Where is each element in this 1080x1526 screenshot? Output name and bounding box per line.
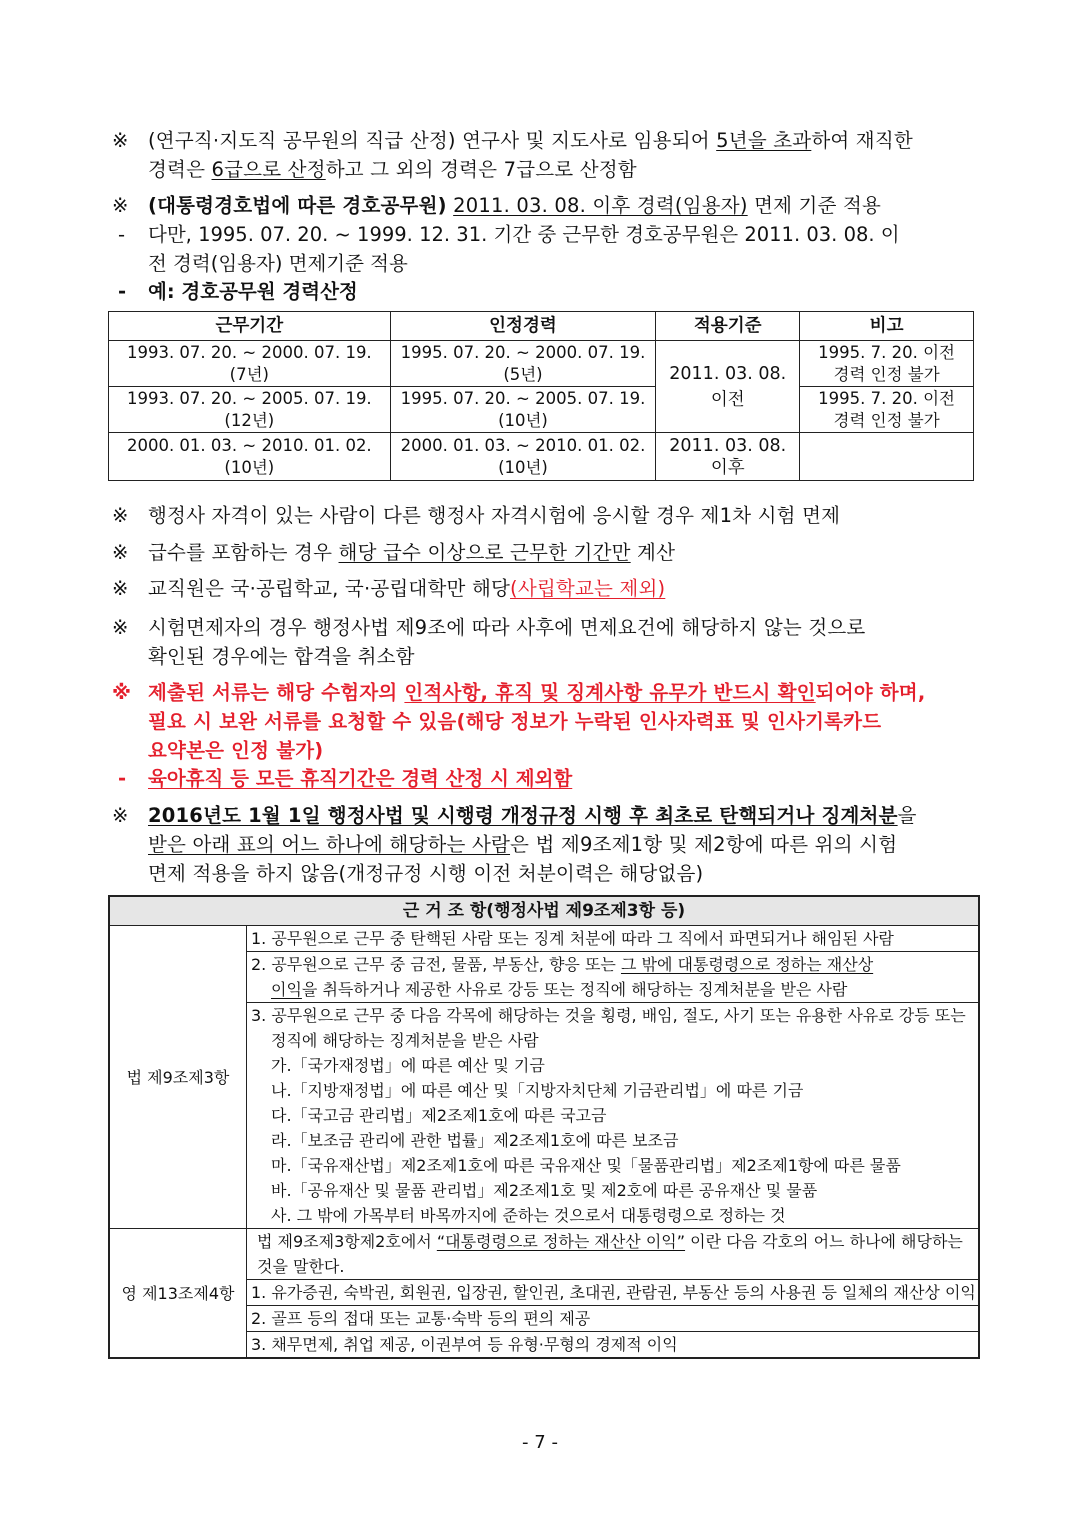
note-teaching-staff: ※ 교직원은 국·공립학교, 국·공립대학만 해당(사립학교는 제외)	[112, 577, 666, 600]
note-security-officer: ※ (대통령경호법에 따른 경호공무원) 2011. 03. 08. 이후 경력(임용자) 면제 기준 적용	[112, 194, 882, 217]
decree-intro: 법 제9조제3항제2호에서 “대통령령으로 정하는 재산산 이익” 이란 다음 각호의 어느 하나에 해당하는 것을 말한다.	[257, 1232, 963, 1276]
col-header: 인정경력	[390, 312, 656, 341]
col-header: 적용기준	[656, 312, 800, 341]
page-number: - 7 -	[522, 1432, 558, 1453]
table-header-row	[109, 312, 974, 341]
list-item: 1. 유가증권, 숙박권, 회원권, 입장권, 할인권, 초대권, 관람권, 부동산 등의 사용권 등 일체의 재산상 이익	[247, 1279, 978, 1305]
sub-item: 가.「국가재정법」에 따른 예산 및 기금	[271, 1056, 545, 1075]
note-required-documents: ※ 제출된 서류는 해당 수험자의 인적사항, 휴직 및 징계사항 유무가 반드시 확인되어야 하며, 필요 시 보완 서류를 요청할 수 있음(해당 정보가 누락된 인사자력표 및 인사기록카드 요약본은 인정 불가)	[112, 681, 926, 762]
list-item: 2. 골프 등의 접대 또는 교통·숙박 등의 편의 제공	[247, 1305, 978, 1331]
table-row: 1993. 07. 20. ~ 2005. 07. 19. (12년) 1995. 07. 20. ~ 2005. 07. 19. (10년) 1995. 7. 20. 이전 경력 인정 불가	[109, 387, 974, 433]
law-clauses	[247, 926, 980, 1229]
legal-basis-header: 근 거 조 항(행정사법 제9조제3항 등)	[109, 896, 979, 926]
col-header: 근무기간	[109, 312, 391, 341]
table-row: 2000. 01. 03. ~ 2010. 01. 02. (10년) 2000. 01. 03. ~ 2010. 01. 02. (10년) 2011. 03. 08. 이후	[109, 433, 974, 481]
career-calc-table	[108, 311, 974, 481]
sub-item: 다.「국고금 관리법」제2조제1호에 따른 국고금	[271, 1106, 607, 1125]
note-grade-period: ※ 급수를 포함하는 경우 해당 급수 이상으로 근무한 기간만 계산	[112, 541, 676, 564]
col-header: 비고	[800, 312, 974, 341]
sub-item: 사. 그 밖에 가목부터 바목까지에 준하는 것으로서 대통령령으로 정하는 것	[271, 1206, 786, 1225]
row-label-decree: 영 제13조제4항	[109, 1229, 247, 1359]
list-item: 1. 공무원으로 근무 중 탄핵된 사람 또는 징계 처분에 따라 그 직에서 파면되거나 해임된 사람	[247, 926, 978, 952]
decree-clauses	[247, 1229, 980, 1359]
list-item: 2. 공무원으로 근무 중 금전, 물품, 부동산, 향응 또는 그 밖에 대통령령으로 정하는 재산상 이익을 취득하거나 제공한 사유로 강등 또는 정직에 해당하는 징계처분을 받은 사람	[247, 952, 978, 1003]
sub-item: 라.「보조금 관리에 관한 법률」제2조제1호에 따른 보조금	[271, 1131, 679, 1150]
sub-item: 바.「공유재산 및 물품 관리법」제2조제1호 및 제2호에 따른 공유재산 및 물품	[271, 1181, 818, 1200]
legal-basis-table	[108, 895, 980, 1359]
sub-item: 나.「지방재정법」에 따른 예산 및「지방자치단체 기금관리법」에 따른 기금	[271, 1081, 804, 1100]
row-label-law: 법 제9조제3항	[109, 926, 247, 1229]
list-item: 3. 채무면제, 취업 제공, 이권부여 등 유형·무형의 경제적 이익	[247, 1331, 978, 1357]
sub-item: 마.「국유재산법」제2조제1호에 따른 국유재산 및「물품관리법」제2조제1항에 따른 물품	[271, 1156, 901, 1175]
note-cancellation: ※ 시험면제자의 경우 행정사법 제9조에 따라 사후에 면제요건에 해당하지 않는 것으로 확인된 경우에는 합격을 취소함	[112, 616, 866, 668]
table-row: 1993. 07. 20. ~ 2000. 07. 19. (7년) 1995. 07. 20. ~ 2000. 07. 19. (5년) 2011. 03. 08. 이전 1995. 7. 20. 이전 경력 인정 불가	[109, 341, 974, 387]
note-exam-exemption: ※ 행정사 자격이 있는 사람이 다른 행정사 자격시험에 응시할 경우 제1차 시험 면제	[112, 504, 841, 527]
note-leave-excluded: - 육아휴직 등 모든 휴직기간은 경력 산정 시 제외함	[118, 767, 573, 790]
note-disciplinary: ※ 2016년도 1월 1일 행정사법 및 시행령 개정규정 시행 후 최초로 탄핵되거나 징계처분을 받은 아래 표의 어느 하나에 해당하는 사람은 법 제9조제1항 및 제2항에 따른 위의 시험 면제 적용을 하지 않음(개정규정 시행 이전 처분이력은 해당없음)	[112, 804, 917, 885]
note-exception: - 다만, 1995. 07. 20. ~ 1999. 12. 31. 기간 중 근무한 경호공무원은 2011. 03. 08. 이 전 경력(임용자) 면제기준 적용	[118, 223, 900, 275]
example-heading: - 예: 경호공무원 경력산정	[118, 280, 358, 303]
note-research-rank: ※ (연구직·지도직 공무원의 직급 산정) 연구사 및 지도사로 임용되어 5년을 초과하여 재직한 경력은 6급으로 산정하고 그 외의 경력은 7급으로 산정함	[112, 129, 913, 181]
list-item: 3. 공무원으로 근무 중 다음 각목에 해당하는 것을 횡령, 배임, 절도, 사기 또는 유용한 사유로 강등 또는 정직에 해당하는 징계처분을 받은 사람	[251, 1006, 966, 1050]
